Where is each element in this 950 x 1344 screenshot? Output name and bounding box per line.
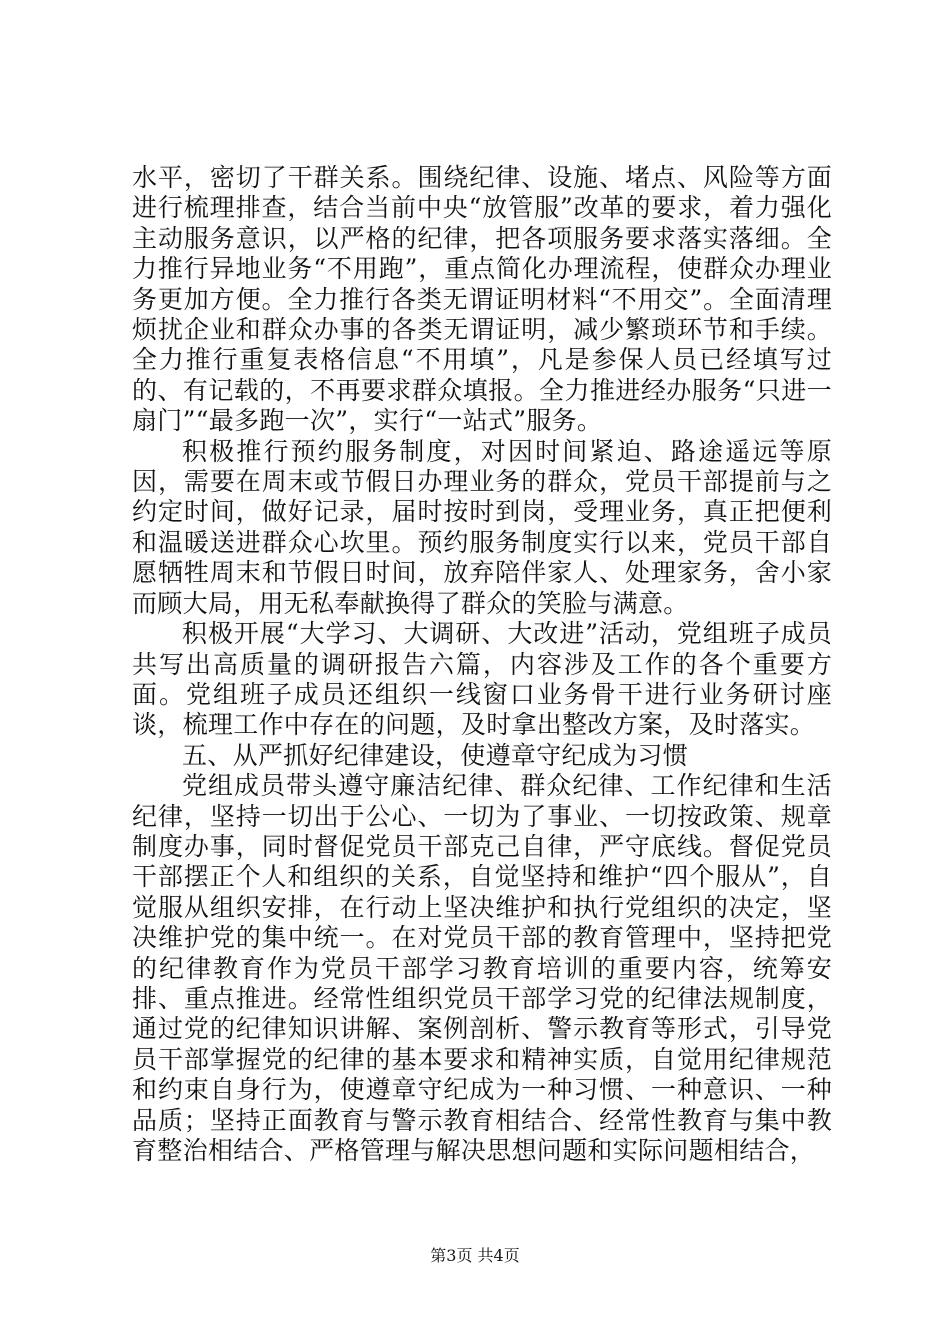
page-number-footer: 第3页 共4页 [430,1246,520,1265]
paragraph-appointment-service: 积极推行预约服务制度，对因时间紧迫、路途遥远等原因，需要在周末或节假日办理业务的群众，党员干部提前与之约定时间，做好记录，届时按时到岗，受理业务，真正把便利和温暖送进群众心坎里。预约服务制度实行以来，党员干部自愿牺牲周末和节假日时间，放弃陪伴家人、处理家务，舍小家而顾大局，用无私奉献换得了群众的笑脸与满意。 [132,436,832,618]
paragraph-study-research: 积极开展“大学习、大调研、大改进”活动，党组班子成员共写出高质量的调研报告六篇，内容涉及工作的各个重要方面。党组班子成员还组织一线窗口业务骨干进行业务研讨座谈，梳理工作中存在的问题，及时拿出整改方案，及时落实。 [132,619,832,740]
paragraph-continuation: 水平，密切了干群关系。围绕纪律、设施、堵点、风险等方面进行梳理排查，结合当前中央“放管服”改革的要求，着力强化主动服务意识，以严格的纪律，把各项服务要求落实落细。全力推行异地业务“不用跑”，重点简化办理流程，使群众办理业务更加方便。全力推行各类无谓证明材料“不用交”。全面清理烦扰企业和群众办事的各类无谓证明，减少繁琐环节和手续。全力推行重复表格信息“不用填”，凡是参保人员已经填写过的、有记载的，不再要求群众填报。全力推进经办服务“只进一扇门”“最多跑一次”，实行“一站式”服务。 [132,163,832,436]
paragraph-discipline: 党组成员带头遵守廉洁纪律、群众纪律、工作纪律和生活纪律，坚持一切出于公心、一切为了事业、一切按政策、规章制度办事，同时督促党员干部克己自律，严守底线。督促党员干部摆正个人和组织的关系，自觉坚持和维护“四个服从”，自觉服从组织安排，在行动上坚决维护和执行党组织的决定，坚决维护党的集中统一。在对党员干部的教育管理中，坚持把党的纪律教育作为党员干部学习教育培训的重要内容，统筹安排、重点推进。经常性组织党员干部学习党的纪律法规制度，通过党的纪律知识讲解、案例剖析、警示教育等形式，引导党员干部掌握党的纪律的基本要求和精神实质，自觉用纪律规范和约束自身行为，使遵章守纪成为一种习惯、一种意识、一种品质；坚持正面教育与警示教育相结合、经常性教育与集中教育整治相结合、严格管理与解决思想问题和实际问题相结合， [132,771,832,1165]
document-body [132,163,832,1166]
section-heading-discipline: 五、从严抓好纪律建设，使遵章守纪成为习惯 [182,740,689,770]
